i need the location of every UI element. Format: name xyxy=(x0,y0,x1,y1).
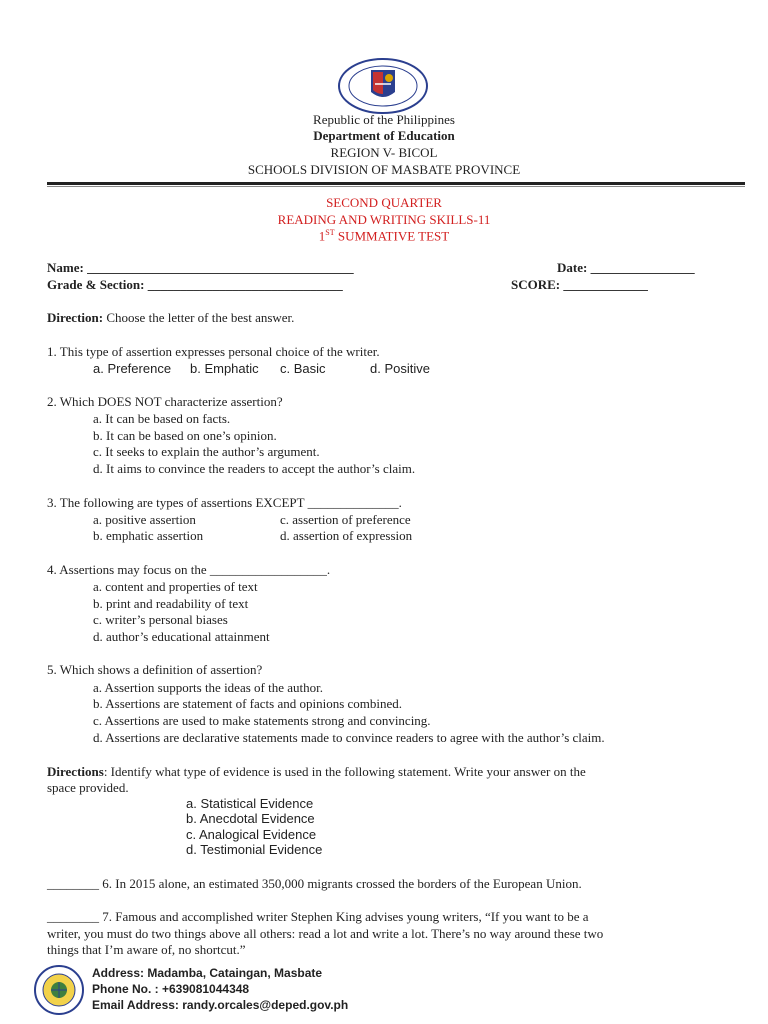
subject-title: READING AND WRITING SKILLS-11 xyxy=(277,212,491,227)
division-line: SCHOOLS DIVISION OF MASBATE PROVINCE xyxy=(247,162,521,177)
direction-2-cont: space provided. xyxy=(47,780,129,795)
header-divider xyxy=(47,182,745,185)
q2-option-a: a. It can be based on facts. xyxy=(93,411,231,426)
grade-section-field: Grade & Section: ______________________________ xyxy=(47,277,343,292)
question-5-stem: 5. Which shows a definition of assertion? xyxy=(47,662,263,677)
question-7-line-1: ________ 7. Famous and accomplished writer Stephen King advises young writers, “If you want to be a xyxy=(47,909,589,924)
republic-line: Republic of the Philippines xyxy=(313,112,455,127)
footer-email: Email Address: randy.orcales@deped.gov.ph xyxy=(92,998,349,1012)
school-seal-logo xyxy=(33,964,85,1016)
header-divider-thin xyxy=(47,186,745,187)
q2-option-d: d. It aims to convince the readers to accept the author’s claim. xyxy=(93,461,416,476)
question-6: ________ 6. In 2015 alone, an estimated 350,000 migrants crossed the borders of the European Union. xyxy=(47,876,582,891)
q1-option-d: d. Positive xyxy=(370,361,430,376)
direction-1: Direction: Choose the letter of the best answer. xyxy=(47,310,295,325)
q4-option-a: a. content and properties of text xyxy=(93,579,258,594)
question-4-stem: 4. Assertions may focus on the __________________. xyxy=(47,562,331,577)
evidence-option-d: d. Testimonial Evidence xyxy=(186,842,323,857)
q1-option-c: c. Basic xyxy=(280,361,326,376)
q1-option-a: a. Preference xyxy=(93,361,172,376)
q4-option-b: b. print and readability of text xyxy=(93,596,249,611)
score-field: SCORE: _____________ xyxy=(511,277,648,292)
summative-title: 1ST SUMMATIVE TEST xyxy=(318,228,450,244)
q3-option-c: c. assertion of preference xyxy=(280,512,411,527)
evidence-option-a: a. Statistical Evidence xyxy=(186,796,314,811)
direction-2: Directions: Identify what type of evidence is used in the following statement. Write your answer on the xyxy=(47,764,586,779)
q3-option-a: a. positive assertion xyxy=(93,512,196,527)
region-line: REGION V- BICOL xyxy=(330,145,438,160)
evidence-option-b: b. Anecdotal Evidence xyxy=(186,811,315,826)
q4-option-c: c. writer’s personal biases xyxy=(93,612,228,627)
q5-option-c: c. Assertions are used to make statements strong and convincing. xyxy=(93,713,431,728)
question-7-line-3: things that I’m aware of, no shortcut.” xyxy=(47,942,246,957)
q5-option-d: d. Assertions are declarative statements made to convince readers to agree with the author’s claim. xyxy=(93,730,605,745)
evidence-option-c: c. Analogical Evidence xyxy=(186,827,317,842)
question-7-line-2: writer, you must do two things above all others: read a lot and write a lot. There’s no way around these two xyxy=(47,926,604,941)
q5-option-b: b. Assertions are statement of facts and opinions combined. xyxy=(93,696,403,711)
q4-option-d: d. author’s educational attainment xyxy=(93,629,270,644)
q1-option-b: b. Emphatic xyxy=(190,361,259,376)
question-3-stem: 3. The following are types of assertions EXCEPT ______________. xyxy=(47,495,402,510)
quarter-title: SECOND QUARTER xyxy=(326,195,442,210)
footer-phone: Phone No. : +639081044348 xyxy=(92,982,250,996)
footer-address: Address: Madamba, Cataingan, Masbate xyxy=(92,966,323,980)
q2-option-b: b. It can be based on one’s opinion. xyxy=(93,428,277,443)
department-line: Department of Education xyxy=(313,128,455,143)
question-1-stem: 1. This type of assertion expresses personal choice of the writer. xyxy=(47,344,380,359)
q3-option-b: b. emphatic assertion xyxy=(93,528,204,543)
question-2-stem: 2. Which DOES NOT characterize assertion? xyxy=(47,394,283,409)
q3-option-d: d. assertion of expression xyxy=(280,528,413,543)
q5-option-a: a. Assertion supports the ideas of the author. xyxy=(93,680,323,695)
date-field: Date: ________________ xyxy=(557,260,695,275)
q2-option-c: c. It seeks to explain the author’s argument. xyxy=(93,444,320,459)
deped-seal-logo xyxy=(337,58,429,114)
name-field: Name: _________________________________________ xyxy=(47,260,354,275)
